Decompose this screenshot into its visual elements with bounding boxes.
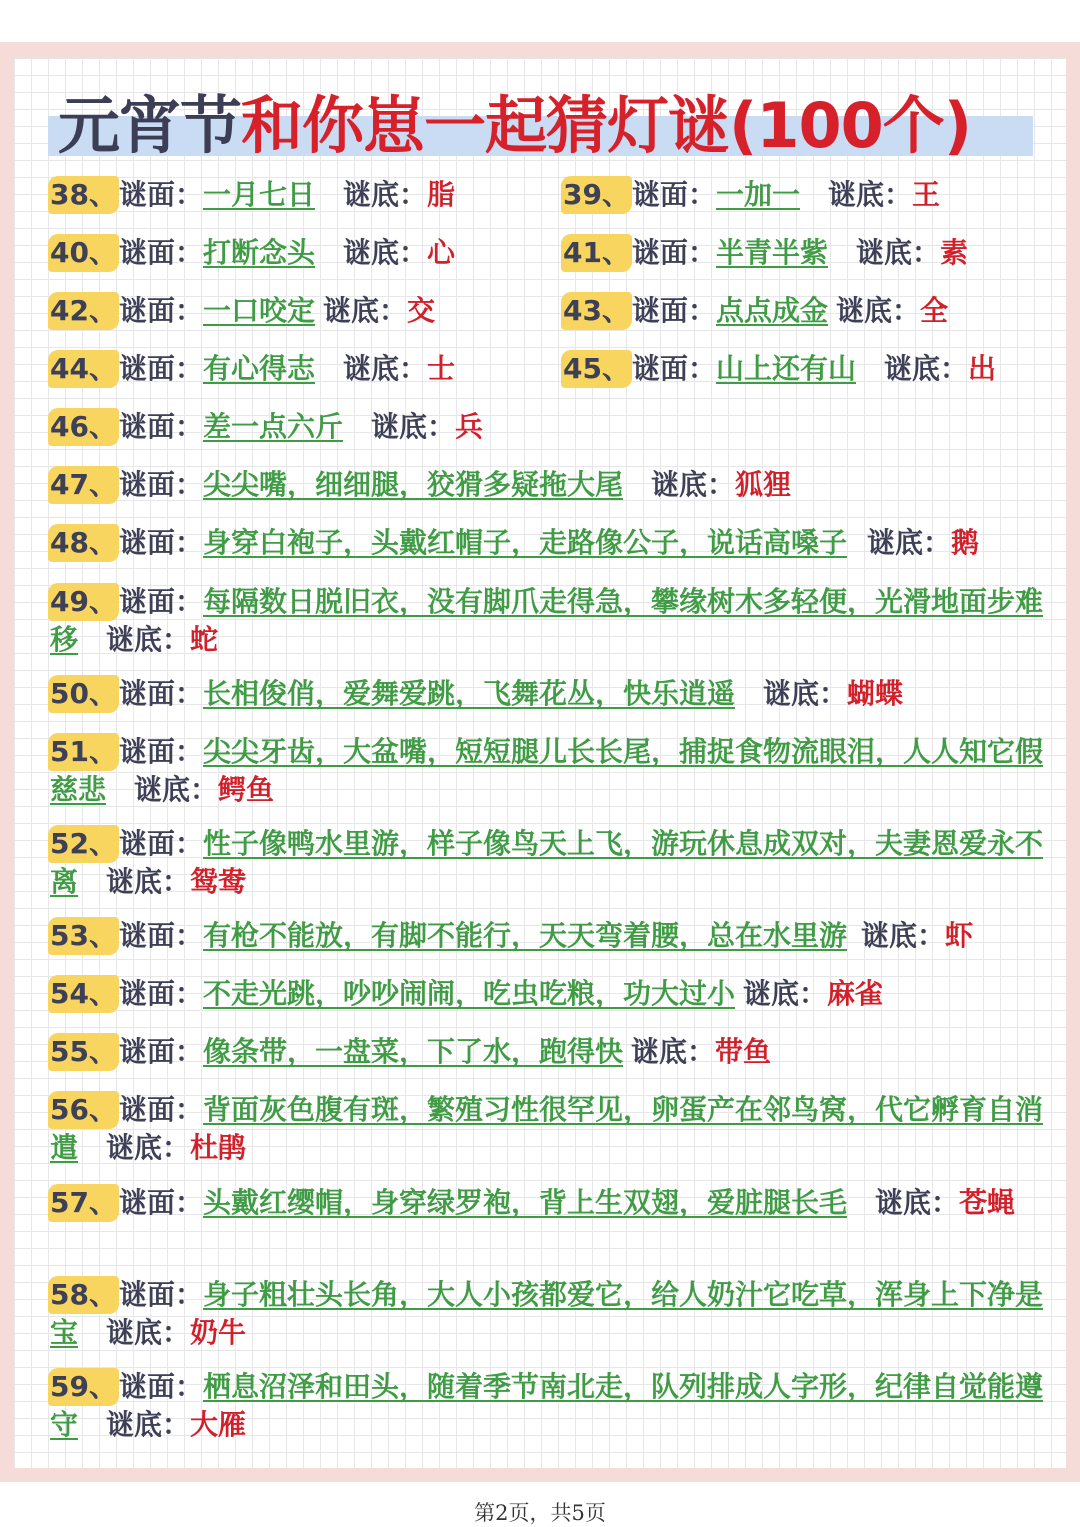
riddle-face: 长相俊俏，爱舞爱跳，飞舞花丛，快乐逍遥 (202, 677, 735, 710)
riddle-row (50, 825, 1045, 901)
riddle-face: 不走光跳，吵吵闹闹，吃虫吃粮，功大过小 (202, 977, 735, 1010)
face-label: 谜面： (118, 236, 203, 269)
riddle-row (50, 1276, 1065, 1352)
riddle-row (563, 292, 1043, 330)
face-label: 谜面： (118, 1186, 203, 1219)
answer-label: 谜底： (856, 236, 941, 269)
title-text (58, 88, 971, 163)
riddle-number: 48、 (48, 524, 119, 562)
riddle-number: 42、 (48, 292, 119, 330)
face-label: 谜面： (118, 352, 203, 385)
riddle-number: 55、 (48, 1033, 119, 1071)
riddle-number: 41、 (561, 234, 632, 272)
riddle-face: 像条带，一盘菜，下了水，跑得快 (202, 1035, 623, 1068)
riddle-number: 58、 (48, 1276, 119, 1314)
face-label: 谜面： (118, 410, 203, 443)
riddle-row (50, 975, 1050, 1013)
riddle-face: 每隔数日脱旧衣，没有脚爪走得急，攀缘树木多轻便，光滑地面步难移 (50, 585, 1043, 656)
answer-label: 谜底： (343, 236, 428, 269)
riddle-number: 44、 (48, 350, 119, 388)
face-label: 谜面： (118, 1035, 203, 1068)
riddle-answer: 鳄鱼 (218, 773, 275, 806)
face-label: 谜面： (118, 1370, 203, 1403)
face-label: 谜面： (118, 468, 203, 501)
answer-label: 谜底： (106, 865, 191, 898)
riddle-number: 47、 (48, 466, 119, 504)
answer-label: 谜底： (106, 1316, 191, 1349)
face-label: 谜面： (118, 1093, 203, 1126)
riddle-answer: 蛇 (190, 623, 219, 656)
riddle-face: 性子像鸭水里游，样子像鸟天上飞，游玩休息成双对，夫妻恩爱永不离 (50, 827, 1043, 898)
face-label: 谜面： (631, 294, 716, 327)
answer-label: 谜底： (106, 1131, 191, 1164)
riddle-number: 57、 (48, 1184, 119, 1222)
face-label: 谜面： (118, 294, 203, 327)
face-label: 谜面： (118, 827, 203, 860)
riddle-face: 一口咬定 (202, 294, 315, 327)
riddle-row (50, 1091, 1045, 1167)
riddle-answer: 带鱼 (715, 1035, 772, 1068)
riddle-number: 39、 (561, 176, 632, 214)
riddle-answer: 心 (427, 236, 456, 269)
riddle-answer: 奶牛 (190, 1316, 247, 1349)
riddle-row (563, 234, 1043, 272)
answer-label: 谜底： (343, 352, 428, 385)
riddle-face: 尖尖牙齿，大盆嘴，短短腿儿长长尾，捕捉食物流眼泪，人人知它假慈悲 (50, 735, 1043, 806)
answer-label: 谜底： (743, 977, 828, 1010)
riddle-row (50, 917, 1050, 955)
riddle-face: 差一点六斤 (202, 410, 343, 443)
riddle-answer: 杜鹃 (190, 1131, 247, 1164)
answer-label: 谜底： (836, 294, 921, 327)
riddle-face: 有枪不能放，有脚不能行，天天弯着腰，总在水里游 (202, 919, 847, 952)
riddle-row (50, 466, 1050, 504)
riddle-face: 背面灰色腹有斑，繁殖习性很罕见，卵蛋产在邻鸟窝，代它孵育自消遣 (50, 1093, 1043, 1164)
riddle-face: 山上还有山 (715, 352, 856, 385)
riddle-face: 有心得志 (202, 352, 315, 385)
riddle-answer: 王 (912, 178, 941, 211)
answer-label: 谜底： (323, 294, 408, 327)
page-title (48, 88, 1038, 163)
riddle-number: 50、 (48, 675, 119, 713)
riddle-face: 半青半紫 (715, 236, 828, 269)
riddle-answer: 麻雀 (827, 977, 884, 1010)
riddle-face: 身穿白袍子，头戴红帽子，走路像公子，说话高嗓子 (202, 526, 847, 559)
riddle-number: 38、 (48, 176, 119, 214)
riddle-answer: 大雁 (190, 1408, 247, 1441)
riddle-answer: 素 (940, 236, 969, 269)
face-label: 谜面： (118, 977, 203, 1010)
riddle-answer: 士 (427, 352, 456, 385)
title-part2: 和你崽一起猜灯谜(100个) (241, 89, 972, 162)
answer-label: 谜底： (134, 773, 219, 806)
riddle-row (50, 583, 1045, 659)
riddle-answer: 兵 (455, 410, 484, 443)
riddle-row (50, 408, 1050, 446)
riddle-face: 栖息沼泽和田头，随着季节南北走，队列排成人字形，纪律自觉能遵守 (50, 1370, 1043, 1441)
riddle-answer: 脂 (427, 178, 456, 211)
face-label: 谜面： (118, 585, 203, 618)
answer-label: 谜底： (106, 1408, 191, 1441)
answer-label: 谜底： (651, 468, 736, 501)
riddle-face: 一月七日 (202, 178, 315, 211)
riddle-number: 52、 (48, 825, 119, 863)
riddle-number: 46、 (48, 408, 119, 446)
riddle-face: 打断念头 (202, 236, 315, 269)
riddle-face: 一加一 (715, 178, 800, 211)
riddle-face: 头戴红缨帽，身穿绿罗袍，背上生双翅，爱脏腿长毛 (202, 1186, 847, 1219)
riddle-row (50, 1368, 1045, 1444)
answer-label: 谜底： (631, 1035, 716, 1068)
answer-label: 谜底： (371, 410, 456, 443)
riddle-row (50, 1184, 1045, 1222)
answer-label: 谜底： (867, 526, 952, 559)
riddle-number: 54、 (48, 975, 119, 1013)
page-counter: 第2页，共5页 (474, 1501, 606, 1525)
riddle-number: 49、 (48, 583, 119, 621)
answer-label: 谜底： (343, 178, 428, 211)
answer-label: 谜底： (106, 623, 191, 656)
face-label: 谜面： (631, 178, 716, 211)
riddle-number: 45、 (561, 350, 632, 388)
riddle-answer: 蝴蝶 (847, 677, 904, 710)
riddle-answer: 全 (920, 294, 949, 327)
riddle-answer: 狐狸 (735, 468, 792, 501)
answer-label: 谜底： (875, 1186, 960, 1219)
riddle-row (50, 675, 1050, 713)
riddle-face: 点点成金 (715, 294, 828, 327)
riddle-answer: 虾 (945, 919, 974, 952)
answer-label: 谜底： (861, 919, 946, 952)
riddle-number: 53、 (48, 917, 119, 955)
answer-label: 谜底： (763, 677, 848, 710)
face-label: 谜面： (118, 677, 203, 710)
face-label: 谜面： (118, 1278, 203, 1311)
riddle-row (50, 733, 1045, 809)
riddle-answer: 苍蝇 (959, 1186, 1016, 1219)
face-label: 谜面： (118, 919, 203, 952)
riddle-face: 尖尖嘴，细细腿，狡猾多疑拖大尾 (202, 468, 623, 501)
riddle-number: 51、 (48, 733, 119, 771)
face-label: 谜面： (118, 735, 203, 768)
face-label: 谜面： (631, 352, 716, 385)
riddle-answer: 出 (968, 352, 997, 385)
face-label: 谜面： (118, 178, 203, 211)
riddle-number: 40、 (48, 234, 119, 272)
face-label: 谜面： (631, 236, 716, 269)
answer-label: 谜底： (828, 178, 913, 211)
riddle-row (563, 350, 1043, 388)
riddle-number: 59、 (48, 1368, 119, 1406)
riddle-answer: 交 (407, 294, 436, 327)
riddle-answer: 鸳鸯 (190, 865, 247, 898)
riddle-row (50, 1033, 1050, 1071)
riddle-number: 56、 (48, 1091, 119, 1129)
riddle-number: 43、 (561, 292, 632, 330)
riddle-answer: 鹅 (951, 526, 980, 559)
face-label: 谜面： (118, 526, 203, 559)
riddle-row (563, 176, 1043, 214)
title-part1: 元宵节 (58, 89, 242, 162)
answer-label: 谜底： (884, 352, 969, 385)
riddle-row (50, 524, 1050, 562)
riddle-face: 身子粗壮头长角，大人小孩都爱它，给人奶汁它吃草，浑身上下净是宝 (50, 1278, 1043, 1349)
